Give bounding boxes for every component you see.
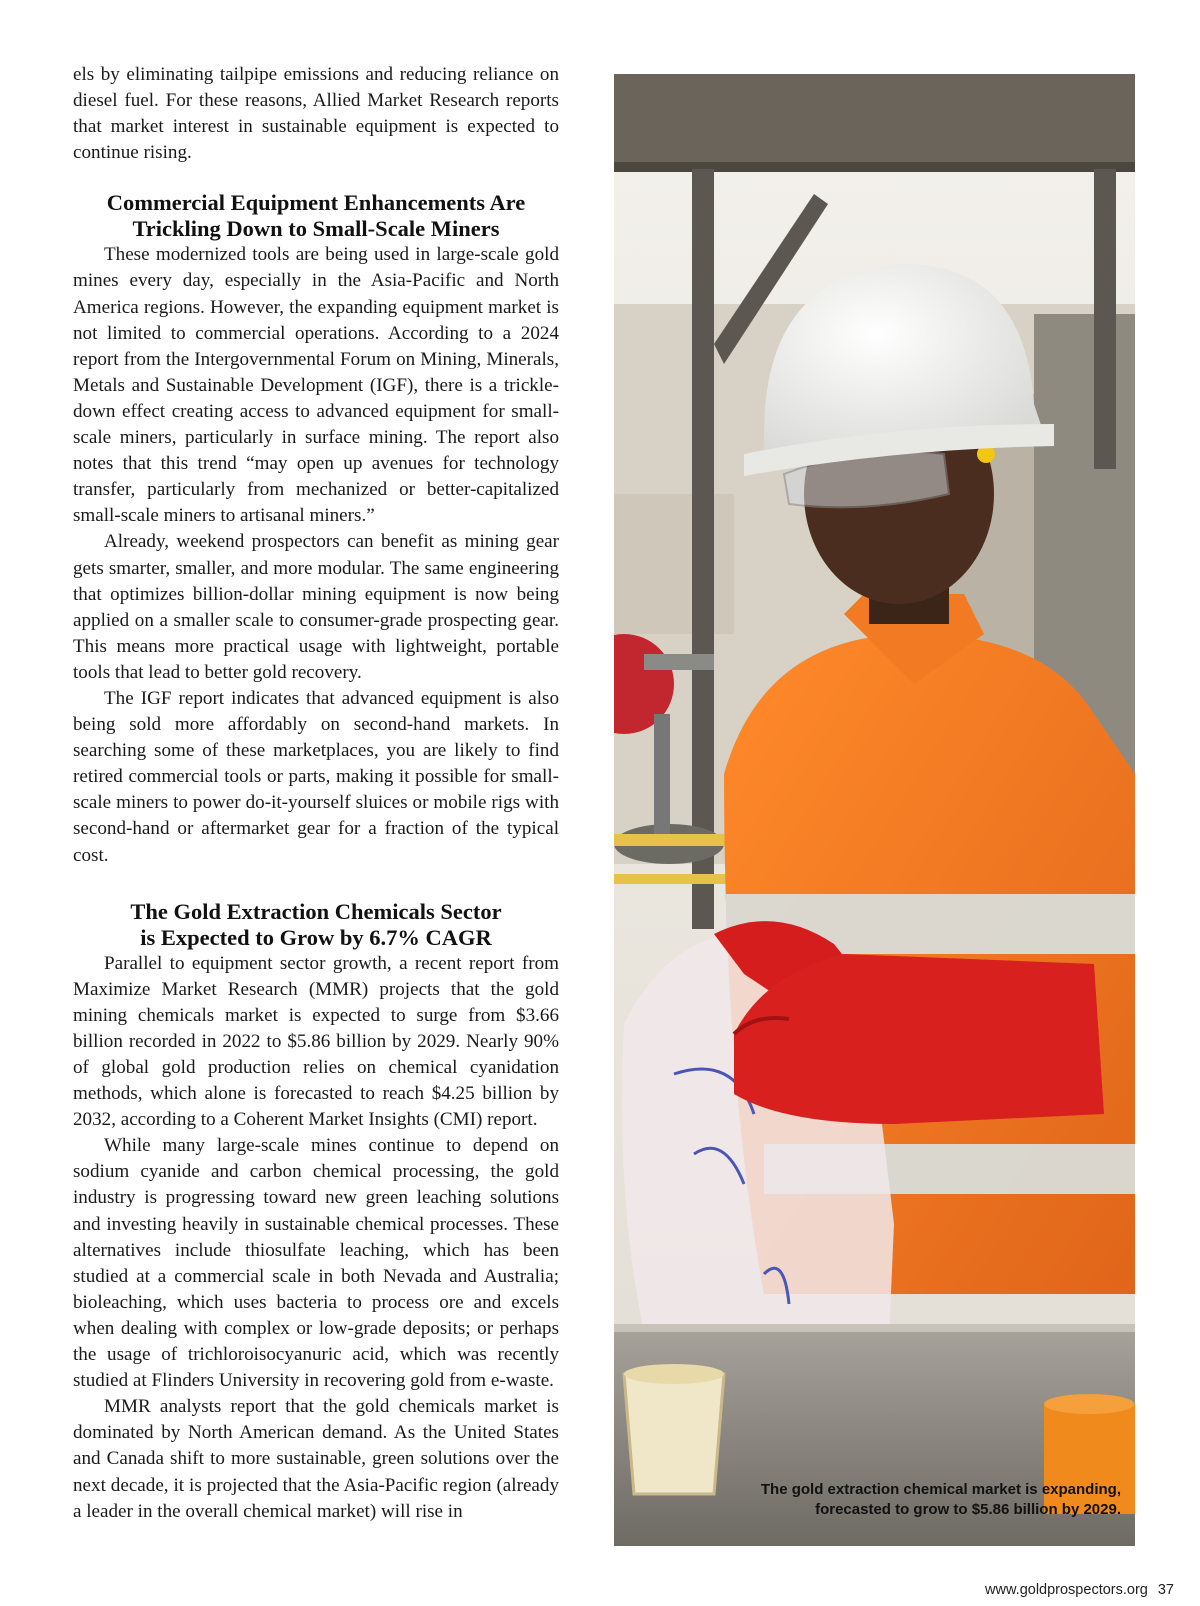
heading-line: Commercial Equipment Enhancements Are bbox=[106, 190, 526, 216]
photo-illustration bbox=[614, 74, 1135, 1546]
caption-line: The gold extraction chemical market is expanding, bbox=[760, 1481, 1121, 1498]
photo-caption bbox=[661, 1480, 1121, 1520]
heading-line: is Expected to Grow by 6.7% CAGR bbox=[140, 924, 492, 950]
section-heading-chemicals bbox=[73, 899, 559, 951]
page-number: 37 bbox=[1157, 1582, 1174, 1598]
footer-website: www.goldprospectors.org bbox=[985, 1582, 1148, 1598]
heading-line: The Gold Extraction Chemicals Sector bbox=[130, 898, 502, 924]
caption-line: forecasted to grow to $5.86 billion by 2029. bbox=[815, 1501, 1121, 1518]
article-paragraph: MMR analysts report that the gold chemicals market is dominated by North American demand. As the United States and Canada shift to more sustainable, green solutions over the next decade, it is projected that the Asia-Pacific region (already a leader in the overall chemical market) will rise in bbox=[73, 1396, 559, 1522]
article-column bbox=[73, 62, 559, 1525]
section-heading-equipment bbox=[73, 190, 559, 242]
article-paragraph: Already, weekend prospectors can benefit as mining gear gets smarter, smaller, and more modular. The same engineering that optimizes billion-dollar mining equipment is now being applied on a smaller scale to consumer-grade prospecting gear. This means more practical usage with lightweight, portable tools that lead to better gold recovery. bbox=[73, 531, 559, 683]
photo-miner-with-sample-bag bbox=[614, 74, 1135, 1546]
article-paragraph: Parallel to equipment sector growth, a recent report from Maximize Market Research (MMR) projects that the gold mining chemicals market is expected to surge from $3.66 billion recorded in 2022 to $5.86 billion by 2029. Nearly 90% of global gold production relies on chemical cyanidation methods, which alone is forecasted to reach $4.25 billion by 2032, according to a Coherent Market Insights (CMI) report. bbox=[73, 952, 559, 1131]
page-footer bbox=[985, 1582, 1174, 1598]
heading-line: Trickling Down to Small-Scale Miners bbox=[132, 216, 500, 242]
article-paragraph: These modernized tools are being used in large-scale gold mines every day, especially in the Asia-Pacific and North America regions. However, the expanding equipment market is not limited to commercial operations. According to a 2024 report from the Intergovernmental Forum on Mining, Minerals, Metals and Sustainable Development (IGF), there is a trickle-down effect creating access to advanced equipment for small-scale miners, particularly in surface mining. The report also notes that this trend “may open up avenues for technology transfer, particularly from mechanized or better-capitalized small-scale miners to artisanal miners.” bbox=[73, 244, 559, 527]
article-paragraph: els by eliminating tailpipe emissions and reducing reliance on diesel fuel. For these reasons, Allied Market Research reports that market interest in sustainable equipment is expected to continue rising. bbox=[73, 64, 559, 164]
article-paragraph: While many large-scale mines continue to depend on sodium cyanide and carbon chemical processing, the gold industry is progressing toward new green leaching solutions and investing heavily in sustainable chemical processes. These alternatives include thiosulfate leaching, which has been studied at a commercial scale in both Nevada and Australia; bioleaching, which uses bacteria to process ore and excels when dealing with complex or low-grade deposits; or perhaps the usage of trichloroisocyanuric acid, which was recently studied at Flinders University in recovering gold from e-waste. bbox=[73, 1135, 559, 1392]
article-paragraph: The IGF report indicates that advanced equipment is also being sold more affordably on second-hand markets. In searching some of these marketplaces, you are likely to find retired commercial tools or parts, making it possible for small-scale miners to power do-it-yourself sluices or mobile rigs with second-hand or aftermarket gear for a fraction of the typical cost. bbox=[73, 687, 559, 866]
